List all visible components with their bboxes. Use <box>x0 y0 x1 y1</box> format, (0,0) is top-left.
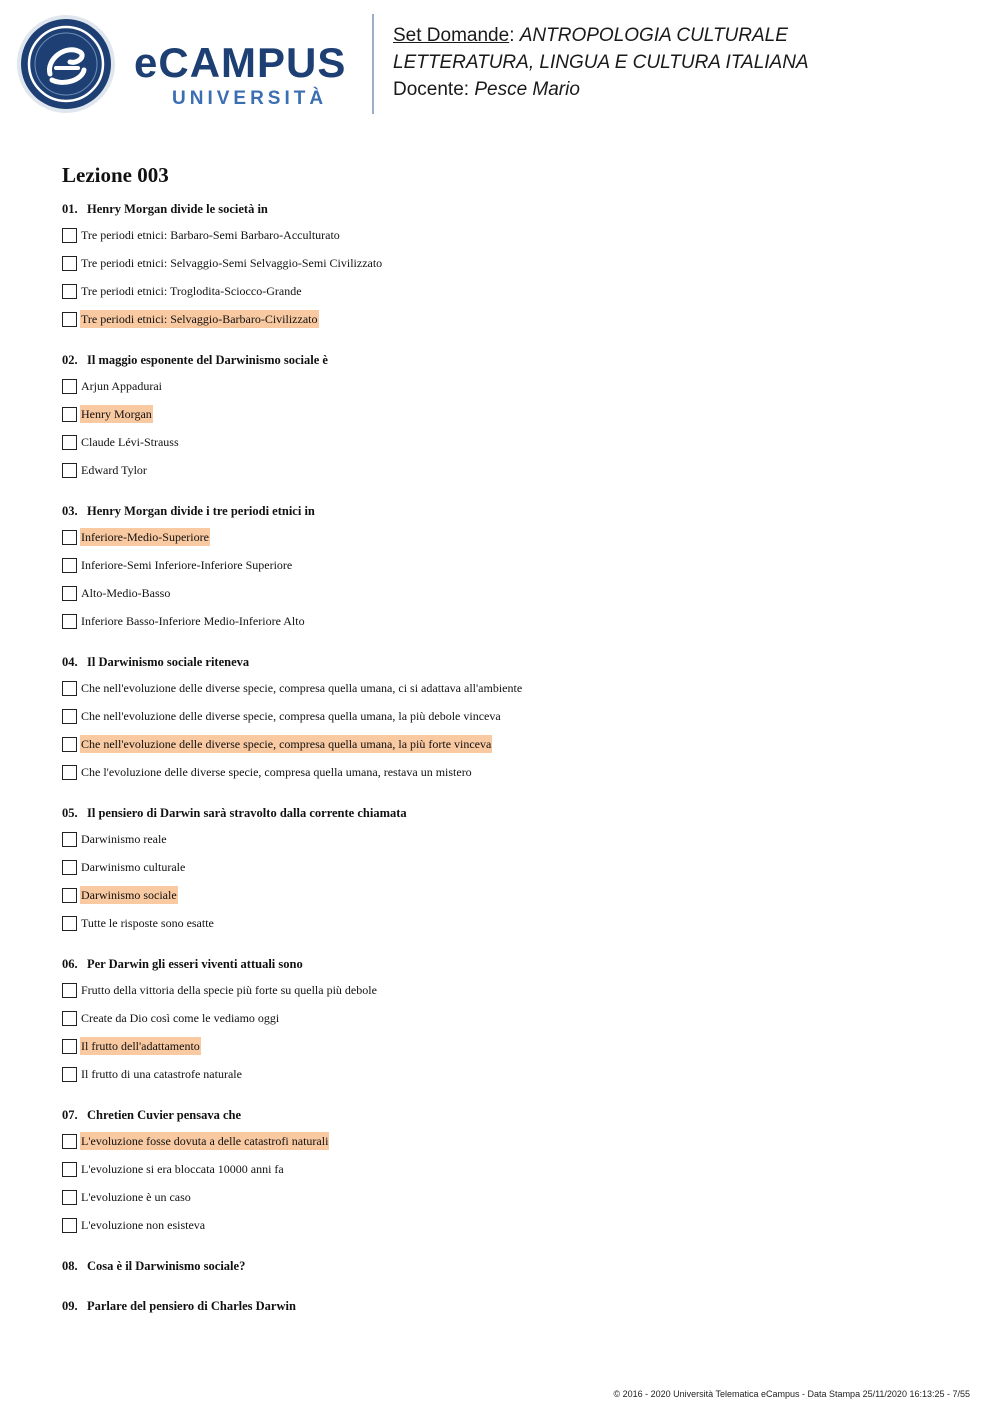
question-spacer <box>62 489 962 502</box>
checkbox[interactable] <box>62 463 77 478</box>
checkbox[interactable] <box>62 737 77 752</box>
course-name-2: LETTERATURA, LINGUA E CULTURA ITALIANA <box>393 52 809 73</box>
answer-list <box>62 1132 962 1244</box>
answer-option[interactable] <box>62 1132 962 1160</box>
checkbox[interactable] <box>62 228 77 243</box>
open-question <box>62 1297 962 1337</box>
question-number: 06. <box>62 957 78 971</box>
lesson-title: Lezione 003 <box>62 163 169 187</box>
answer-text: Che l'evoluzione delle diverse specie, compresa quella umana, restava un mistero <box>81 765 472 779</box>
answer-list <box>62 226 962 338</box>
question-text: Il maggio esponente del Darwinismo sociale è <box>87 353 328 367</box>
checkbox[interactable] <box>62 1190 77 1205</box>
checkbox[interactable] <box>62 860 77 875</box>
question-text: Cosa è il Darwinismo sociale? <box>87 1259 246 1273</box>
answer-option[interactable] <box>62 405 962 433</box>
answer-option[interactable] <box>62 584 962 612</box>
question-text: Parlare del pensiero di Charles Darwin <box>87 1299 296 1313</box>
question <box>62 653 962 804</box>
question-text: Henry Morgan divide i tre periodi etnici in <box>87 504 315 518</box>
question-number: 08. <box>62 1259 78 1273</box>
ecampus-wordmark <box>134 40 354 112</box>
question-text: Henry Morgan divide le società in <box>87 202 268 216</box>
page-footer: © 2016 - 2020 Università Telematica eCampus - Data Stampa 25/11/2020 16:13:25 - 7/55 <box>613 1389 970 1399</box>
answer-option[interactable] <box>62 1009 962 1037</box>
question-spacer <box>62 338 962 351</box>
answer-list <box>62 528 962 640</box>
answer-option[interactable] <box>62 886 962 914</box>
checkbox[interactable] <box>62 832 77 847</box>
question-title <box>62 955 962 981</box>
answer-text: Tre periodi etnici: Barbaro-Semi Barbaro-Acculturato <box>81 228 340 242</box>
answer-option[interactable] <box>62 1160 962 1188</box>
logo-main-text: eCAMPUS <box>134 39 347 86</box>
checkbox[interactable] <box>62 1067 77 1082</box>
answer-text: Darwinismo culturale <box>81 860 186 874</box>
answer-text: L'evoluzione non esisteva <box>81 1218 206 1232</box>
question-title <box>62 653 962 679</box>
answer-text: Tutte le risposte sono esatte <box>81 916 214 930</box>
answer-option[interactable] <box>62 433 962 461</box>
question-number: 07. <box>62 1108 78 1122</box>
answer-option[interactable] <box>62 254 962 282</box>
question-text: Il pensiero di Darwin sarà stravolto dalla corrente chiamata <box>87 806 407 820</box>
question-text: Chretien Cuvier pensava che <box>87 1108 242 1122</box>
question <box>62 1106 962 1257</box>
answer-option[interactable] <box>62 914 962 942</box>
checkbox[interactable] <box>62 1134 77 1149</box>
checkbox[interactable] <box>62 1039 77 1054</box>
question-number: 01. <box>62 202 78 216</box>
answer-text-correct: Il frutto dell'adattamento <box>81 1039 200 1053</box>
answer-text: Frutto della vittoria della specie più forte su quella più debole <box>81 983 377 997</box>
checkbox[interactable] <box>62 1218 77 1233</box>
answer-text: Alto-Medio-Basso <box>81 586 171 600</box>
answer-text: Tre periodi etnici: Selvaggio-Semi Selvaggio-Semi Civilizzato <box>81 256 383 270</box>
checkbox[interactable] <box>62 1011 77 1026</box>
question-title <box>62 200 962 226</box>
answer-option[interactable] <box>62 612 962 640</box>
checkbox[interactable] <box>62 530 77 545</box>
question-number: 04. <box>62 655 78 669</box>
answer-text: Il frutto di una catastrofe naturale <box>81 1067 242 1081</box>
question-title <box>62 502 962 528</box>
answer-text: Inferiore-Semi Inferiore-Inferiore Superiore <box>81 558 293 572</box>
question <box>62 502 962 653</box>
course-name-1: ANTROPOLOGIA CULTURALE <box>519 25 788 46</box>
answer-option[interactable] <box>62 1216 962 1244</box>
question-spacer <box>62 791 962 804</box>
answer-text-correct: Henry Morgan <box>81 407 152 421</box>
answer-text: L'evoluzione si era bloccata 10000 anni fa <box>81 1162 284 1176</box>
answer-text: Che nell'evoluzione delle diverse specie, compresa quella umana, la più debole vinceva <box>81 709 501 723</box>
question-number: 02. <box>62 353 78 367</box>
answer-text-correct: Tre periodi etnici: Selvaggio-Barbaro-Civilizzato <box>81 312 318 326</box>
checkbox[interactable] <box>62 407 77 422</box>
question-number: 09. <box>62 1299 78 1313</box>
answer-text: Arjun Appadurai <box>81 379 162 393</box>
question-spacer <box>62 942 962 955</box>
page-header <box>0 0 1000 130</box>
question-text: Il Darwinismo sociale riteneva <box>87 655 250 669</box>
course-line-1: Set Domande: ANTROPOLOGIA CULTURALE <box>393 25 788 46</box>
question-list <box>62 200 962 1257</box>
checkbox[interactable] <box>62 916 77 931</box>
question <box>62 804 962 955</box>
answer-option[interactable] <box>62 981 962 1009</box>
question-title <box>62 1106 962 1132</box>
answer-text: Inferiore Basso-Inferiore Medio-Inferiore Alto <box>81 614 305 628</box>
open-question <box>62 1257 962 1297</box>
question-number: 03. <box>62 504 78 518</box>
checkbox[interactable] <box>62 558 77 573</box>
answer-option[interactable] <box>62 310 962 338</box>
checkbox[interactable] <box>62 256 77 271</box>
answer-option[interactable] <box>62 735 962 763</box>
answer-text: Edward Tylor <box>81 463 147 477</box>
answer-text: L'evoluzione è un caso <box>81 1190 191 1204</box>
question <box>62 351 962 502</box>
lesson-content <box>62 160 962 1337</box>
course-line-2 <box>393 49 983 76</box>
checkbox[interactable] <box>62 312 77 327</box>
answer-text: Tre periodi etnici: Troglodita-Sciocco-Grande <box>81 284 302 298</box>
question-title <box>62 804 962 830</box>
question <box>62 200 962 351</box>
question-number: 05. <box>62 806 78 820</box>
answer-option[interactable] <box>62 1037 962 1065</box>
docente-line <box>393 76 983 103</box>
checkbox[interactable] <box>62 983 77 998</box>
answer-list <box>62 830 962 942</box>
answer-option[interactable] <box>62 763 962 791</box>
checkbox[interactable] <box>62 765 77 780</box>
answer-option[interactable] <box>62 679 962 707</box>
answer-option[interactable] <box>62 282 962 310</box>
checkbox[interactable] <box>62 284 77 299</box>
answer-list <box>62 679 962 791</box>
ecampus-logo-badge-icon <box>16 14 116 114</box>
header-divider <box>372 14 374 114</box>
answer-text: Darwinismo reale <box>81 832 167 846</box>
question-spacer <box>62 1093 962 1106</box>
answer-option[interactable] <box>62 707 962 735</box>
question-spacer <box>62 640 962 653</box>
checkbox[interactable] <box>62 709 77 724</box>
set-label: Set Domande <box>393 25 510 46</box>
answer-text-correct: Che nell'evoluzione delle diverse specie, compresa quella umana, la più forte vinceva <box>81 737 492 751</box>
answer-option[interactable] <box>62 226 962 254</box>
answer-option[interactable] <box>62 1065 962 1093</box>
question-text: Per Darwin gli esseri viventi attuali sono <box>87 957 303 971</box>
answer-text: Che nell'evoluzione delle diverse specie, compresa quella umana, ci si adattava all'ambiente <box>81 681 523 695</box>
logo-sub-text: UNIVERSITÀ <box>172 88 328 109</box>
open-question-list <box>62 1257 962 1337</box>
answer-text: Create da Dio così come le vediamo oggi <box>81 1011 280 1025</box>
answer-text-correct: L'evoluzione fosse dovuta a delle catastrofi naturali <box>81 1134 329 1148</box>
checkbox[interactable] <box>62 586 77 601</box>
answer-text: Claude Lévi-Strauss <box>81 435 179 449</box>
question <box>62 955 962 1106</box>
answer-option[interactable] <box>62 830 962 858</box>
answer-text-correct: Darwinismo sociale <box>81 888 177 902</box>
answer-option[interactable] <box>62 556 962 584</box>
answer-option[interactable] <box>62 1188 962 1216</box>
checkbox[interactable] <box>62 681 77 696</box>
answer-text-correct: Inferiore-Medio-Superiore <box>81 530 209 544</box>
answer-option[interactable] <box>62 528 962 556</box>
checkbox[interactable] <box>62 379 77 394</box>
course-info <box>393 22 983 103</box>
question-title <box>62 351 962 377</box>
checkbox[interactable] <box>62 1162 77 1177</box>
docente-label: Docente: <box>393 79 470 100</box>
answer-option[interactable] <box>62 377 962 405</box>
checkbox[interactable] <box>62 614 77 629</box>
checkbox[interactable] <box>62 888 77 903</box>
answer-option[interactable] <box>62 858 962 886</box>
answer-list <box>62 377 962 489</box>
answer-option[interactable] <box>62 461 962 489</box>
question-spacer <box>62 1244 962 1257</box>
docente-name: Pesce Mario <box>474 79 580 100</box>
checkbox[interactable] <box>62 435 77 450</box>
answer-list <box>62 981 962 1093</box>
